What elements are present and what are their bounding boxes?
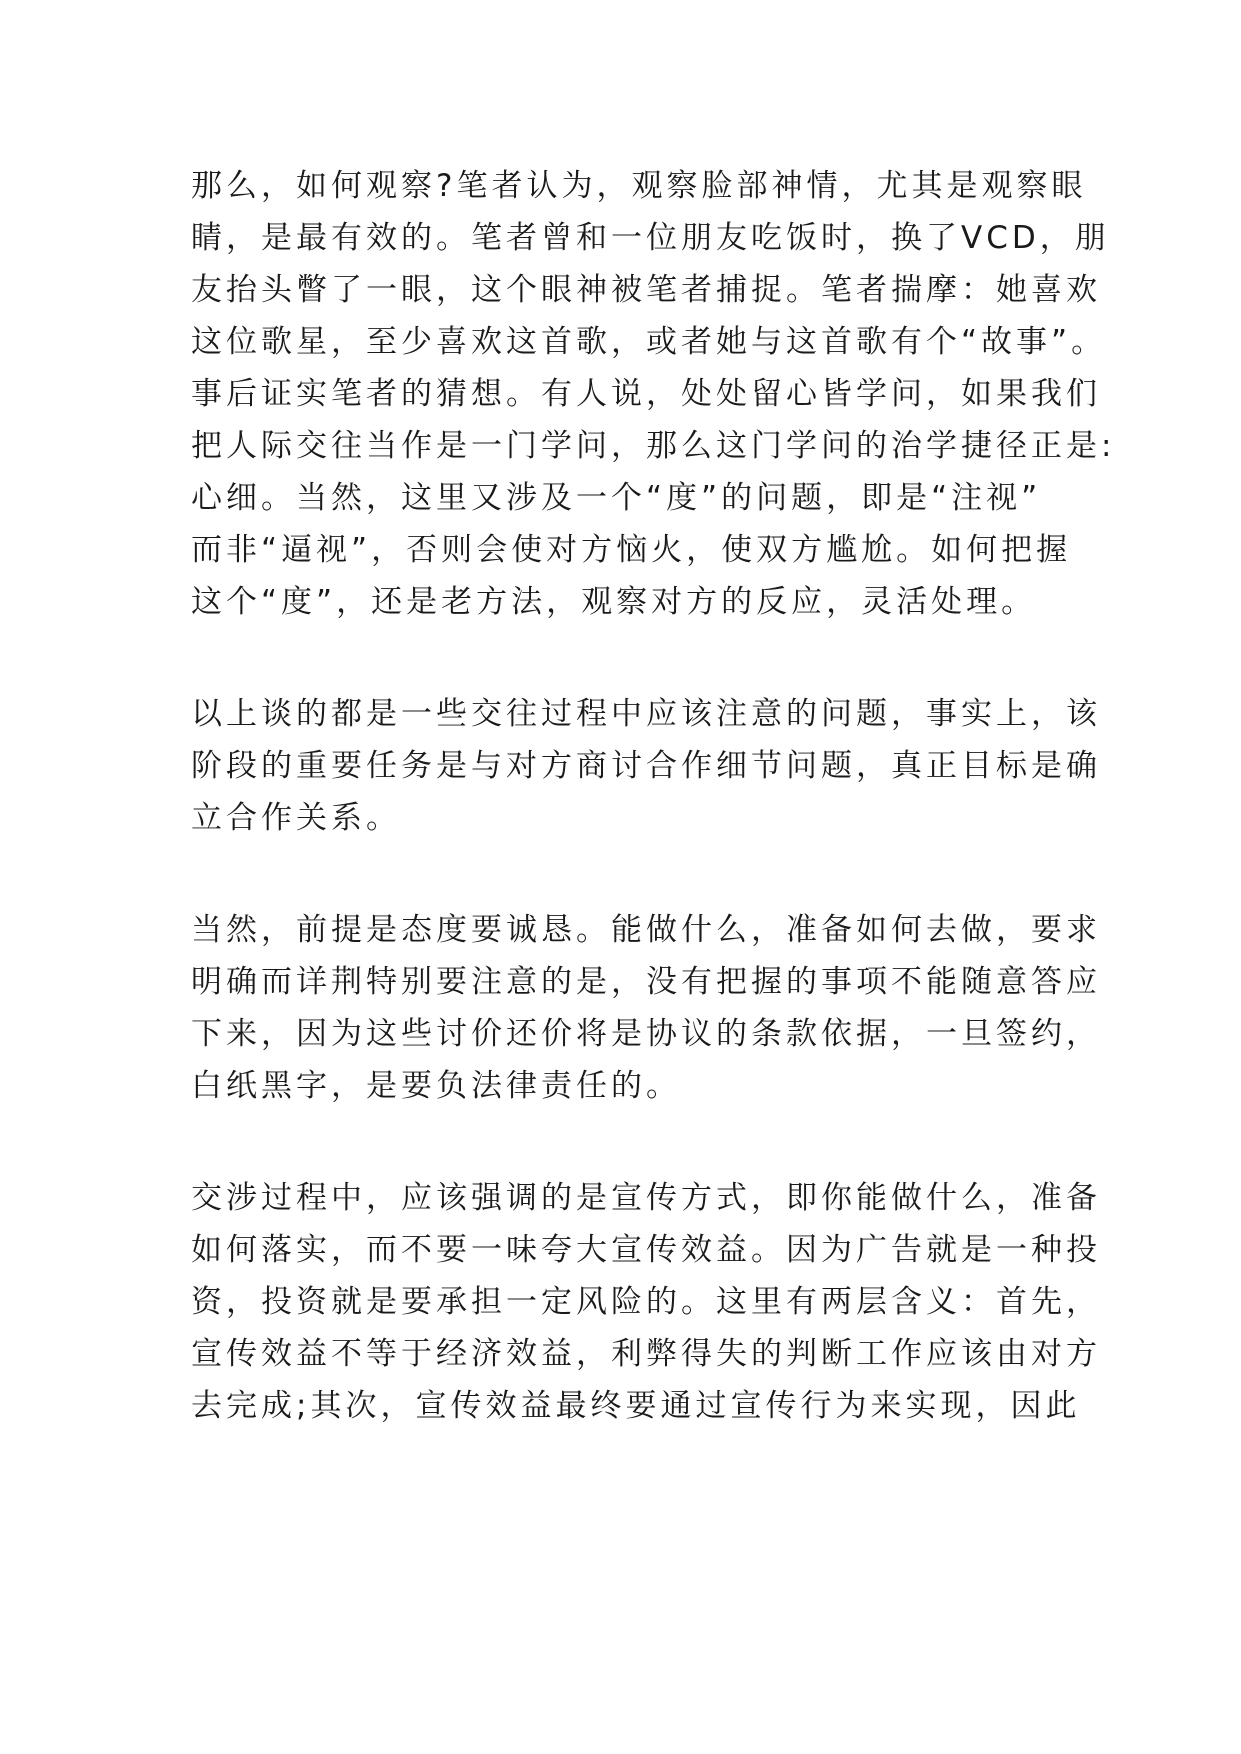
text-line: 明确而详荆特别要注意的是，没有把握的事项不能随意答应: [191, 964, 1101, 1000]
document-body: [191, 160, 1116, 1432]
text-line: 睛，是最有效的。笔者曾和一位朋友吃饭时，换了VCD，朋: [191, 220, 1110, 256]
text-line: 阶段的重要任务是与对方商讨合作细节问题，真正目标是确: [191, 748, 1101, 784]
paragraph-2: [191, 688, 1101, 844]
text-line: 下来，因为这些讨价还价将是协议的条款依据，一旦签约，: [191, 1016, 1101, 1052]
paragraph-gap: [191, 1112, 1071, 1172]
text-line: 心细。当然，这里又涉及一个“度”的问题，即是“注视”: [191, 480, 1042, 516]
text-line: 去完成;其次，宣传效益最终要通过宣传行为来实现，因此: [191, 1388, 1081, 1424]
text-line: 把人际交往当作是一门学问，那么这门学问的治学捷径正是:: [191, 428, 1116, 464]
paragraph-1: [191, 160, 1116, 628]
text-line: 立合作关系。: [191, 800, 401, 836]
text-line: 宣传效益不等于经济效益，利弊得失的判断工作应该由对方: [191, 1336, 1101, 1372]
paragraph-gap: [191, 628, 1071, 688]
text-line: 白纸黑字，是要负法律责任的。: [191, 1068, 681, 1104]
text-line: 这位歌星，至少喜欢这首歌，或者她与这首歌有个“故事”。: [191, 324, 1107, 360]
paragraph-3: [191, 904, 1101, 1112]
text-line: 交涉过程中，应该强调的是宣传方式，即你能做什么，准备: [191, 1180, 1101, 1216]
paragraph-gap: [191, 844, 1071, 904]
text-line: 事后证实笔者的猜想。有人说，处处留心皆学问，如果我们: [191, 376, 1101, 412]
text-line: 以上谈的都是一些交往过程中应该注意的问题，事实上，该: [191, 696, 1101, 732]
text-line: 资，投资就是要承担一定风险的。这里有两层含义：首先，: [191, 1284, 1101, 1320]
text-line: 友抬头瞥了一眼，这个眼神被笔者捕捉。笔者揣摩：她喜欢: [191, 272, 1101, 308]
text-line: 而非“逼视”，否则会使对方恼火，使双方尴尬。如何把握: [191, 532, 1072, 568]
text-line: 如何落实，而不要一味夸大宣传效益。因为广告就是一种投: [191, 1232, 1101, 1268]
text-line: 那么，如何观察?笔者认为，观察脸部神情，尤其是观察眼: [191, 168, 1087, 204]
paragraph-4: [191, 1172, 1101, 1432]
text-line: 当然，前提是态度要诚恳。能做什么，准备如何去做，要求: [191, 912, 1101, 948]
text-line: 这个“度”，还是老方法，观察对方的反应，灵活处理。: [191, 584, 1037, 620]
